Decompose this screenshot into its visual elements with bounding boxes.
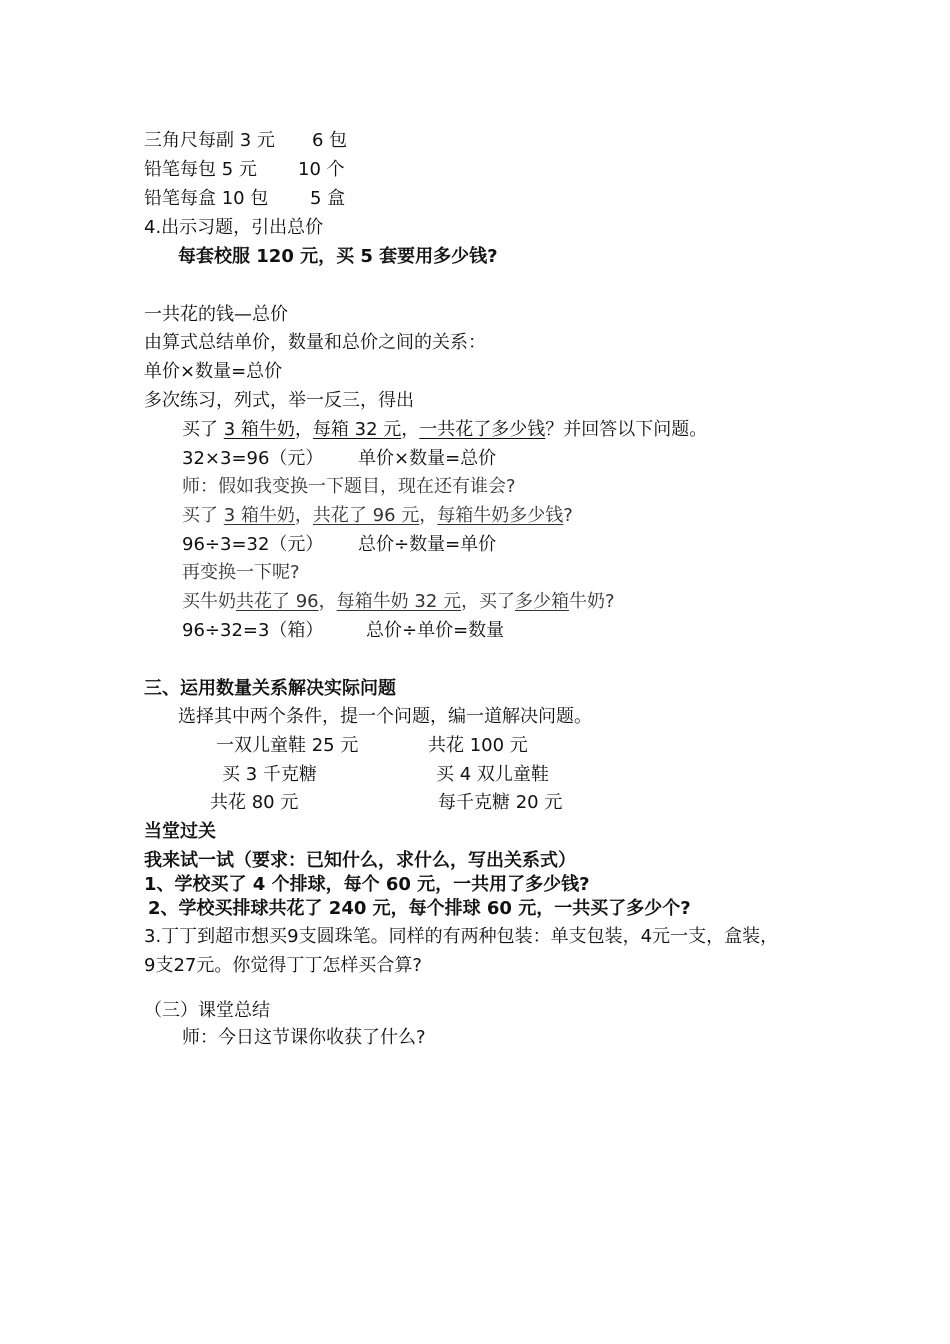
condition: 买 4 双儿童鞋 xyxy=(436,764,549,785)
relation: 总价÷单价=数量 xyxy=(366,620,505,641)
uniform-question: 每套校服 120 元，买 5 套要用多少钱? xyxy=(178,246,498,267)
condition: 买 3 千克糖 xyxy=(222,764,317,785)
price-item: 铅笔每包 5 元 xyxy=(144,159,257,180)
underlined-segment: 3 箱牛奶 xyxy=(223,505,295,526)
text-segment: 牛奶? xyxy=(569,591,615,612)
text-segment: ？并回答以下问题。 xyxy=(545,419,708,440)
underlined-segment: 一共花了多少钱 xyxy=(419,419,546,440)
underlined-segment: 3 箱牛奶 xyxy=(223,419,295,440)
relation: 单价×数量=总价 xyxy=(358,448,497,469)
teacher-question: 师：假如我变换一下题目，现在还有谁会? xyxy=(182,476,516,497)
text-segment: ? xyxy=(563,505,573,526)
again-prompt: 再变换一下呢? xyxy=(182,562,300,583)
section-3-intro: 选择其中两个条件，提一个问题，编一道解决问题。 xyxy=(178,706,592,727)
milk-question-1 xyxy=(182,419,707,441)
price-qty: 5 盒 xyxy=(310,188,346,209)
pass-question-3-line-2: 9支27元。你觉得丁丁怎样买合算? xyxy=(144,955,422,976)
formula-total: 单价×数量=总价 xyxy=(144,361,283,382)
underlined-segment: 共花了 96 元 xyxy=(312,505,420,526)
price-line-1 xyxy=(144,130,348,152)
text-segment: ， xyxy=(401,419,420,440)
relation-intro: 由算式总结单价，数量和总价之间的关系： xyxy=(144,332,486,353)
condition: 一双儿童鞋 25 元 xyxy=(216,735,359,756)
underlined-segment: 共花了 96 xyxy=(236,591,319,612)
underlined-segment: 每箱 32 元 xyxy=(312,419,402,440)
practice-intro: 多次练习，列式，举一反三，得出 xyxy=(144,390,414,411)
relation: 总价÷数量=单价 xyxy=(358,534,497,555)
price-line-2 xyxy=(144,159,345,181)
text-segment: 买了 xyxy=(182,505,224,526)
condition: 共花 80 元 xyxy=(210,792,299,813)
milk-question-2 xyxy=(182,505,573,527)
milk-answer-1 xyxy=(182,448,497,470)
milk-question-3 xyxy=(182,591,615,613)
summary-teacher: 师：今日这节课你收获了什么? xyxy=(182,1027,426,1048)
pass-question-2: 2、学校买排球共花了 240 元，每个排球 60 元，一共买了多少个? xyxy=(148,898,691,919)
price-line-3 xyxy=(144,188,346,210)
milk-answer-2 xyxy=(182,534,497,556)
section-3-title: 三、运用数量关系解决实际问题 xyxy=(144,678,396,699)
total-definition: 一共花的钱—总价 xyxy=(144,304,288,325)
price-qty: 6 包 xyxy=(312,130,348,151)
pass-title: 当堂过关 xyxy=(144,821,216,842)
price-item: 三角尺每副 3 元 xyxy=(144,130,275,151)
price-qty: 10 个 xyxy=(298,159,345,180)
calculation: 96÷32=3（箱） xyxy=(182,620,324,641)
summary-title: （三）课堂总结 xyxy=(144,1000,270,1021)
pass-question-3-line-1: 3.丁丁到超市想买9支圆珠笔。同样的有两种包装：单支包装，4元一支，盒装， xyxy=(144,926,779,947)
condition: 共花 100 元 xyxy=(428,735,528,756)
underlined-segment: 每箱牛奶 32 元 xyxy=(336,591,461,612)
underlined-segment: 每箱牛奶多少钱 xyxy=(437,505,564,526)
text-segment: 买了 xyxy=(182,419,224,440)
text-segment: ， xyxy=(419,505,438,526)
text-segment: ， xyxy=(294,505,313,526)
text-segment: ，买了 xyxy=(461,591,515,612)
step-4: 4.出示习题，引出总价 xyxy=(144,217,324,238)
price-item: 铅笔每盒 10 包 xyxy=(144,188,269,209)
pass-question-1: 1、学校买了 4 个排球，每个 60 元，一共用了多少钱? xyxy=(144,874,590,895)
milk-answer-3 xyxy=(182,620,505,642)
condition: 每千克糖 20 元 xyxy=(438,792,563,813)
text-segment: ， xyxy=(318,591,337,612)
calculation: 96÷3=32（元） xyxy=(182,534,324,555)
underlined-segment: 多少箱 xyxy=(515,591,569,612)
pass-try: 我来试一试（要求：已知什么，求什么，写出关系式） xyxy=(144,850,576,871)
text-segment: 买牛奶 xyxy=(182,591,236,612)
text-segment: ， xyxy=(294,419,313,440)
calculation: 32×3=96（元） xyxy=(182,448,324,469)
